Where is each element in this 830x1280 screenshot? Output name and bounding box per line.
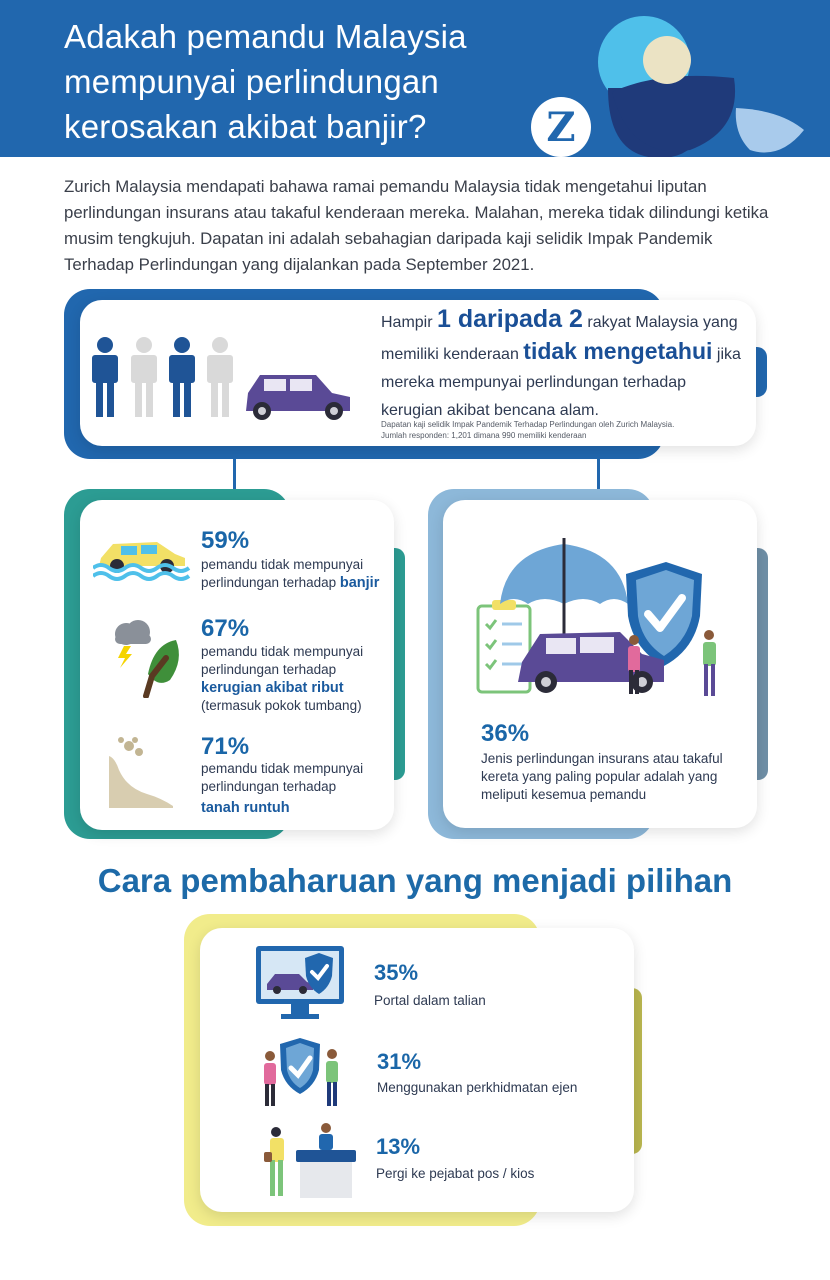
agent-service-icon [260,1036,344,1108]
connector-left [233,458,236,490]
storm-tree-icon [108,618,186,698]
connector-right [597,458,600,490]
survey-footnote: Dapatan kaji selidik Impak Pandemik Terhadap Perlindungan oleh Zurich Malaysia. Jumlah responden: 1,201 dimana 990 memiliki kenderaan [381,420,675,440]
online-portal-icon [255,944,347,1022]
stat-landslide-text: pemandu tidak mempunyai perlindungan terhadap tanah runtuh [201,761,364,816]
stat-landslide-percent: 71% [201,733,250,760]
renewal-postoffice-percent: 13% [376,1134,421,1159]
intro-paragraph: Zurich Malaysia mendapati bahawa ramai pemandu Malaysia tidak mengetahui liputan perlindungan insurans atau takaful kenderaan mereka. Malahan, mereka tidak dilindungi ketika musim tengkujuh. Dapatan ini adalah sebahagian daripada kaji selidik Impak Pandemik Terhadap Perlindungan yang dijalankan pada September 2021. [64,177,769,274]
renewal-postoffice-label: Pergi ke pejabat pos / kios [376,1166,535,1181]
page-title: Adakah pemandu Malaysia mempunyai perlindungan kerosakan akibat banjir? [64,18,467,145]
renewal-online-label: Portal dalam talian [374,993,486,1008]
stat-storm-text: pemandu tidak mempunyai perlindungan terhadap kerugian akibat ribut (termasuk pokok tumbang) [201,644,364,713]
popular-percent: 36% [481,720,530,747]
stat-storm-percent: 67% [201,615,250,642]
renewal-agent-label: Menggunakan perkhidmatan ejen [377,1080,578,1095]
svg-text:Z: Z [546,104,576,151]
hero-highlight-ratio: 1 daripada 2 [437,305,583,333]
coverage-illustration [474,532,726,700]
renewal-agent-percent: 31% [377,1049,422,1074]
hero-statement: Hampir 1 daripada 2 rakyat Malaysia yang memiliki kenderaan tidak mengetahui jika mereka mempunyai perlindungan terhadap kerugian akibat bencana alam. [381,305,741,419]
stat-flood-percent: 59% [201,527,250,554]
popular-text: Jenis perlindungan insurans atau takaful kereta yang paling popular adalah yang meliputi kesemua pemandu [481,751,723,802]
landslide-icon [107,736,175,808]
header-banner [0,0,830,157]
renewal-online-percent: 35% [374,960,419,985]
flood-car-icon [93,530,191,582]
post-office-kiosk-icon [262,1120,358,1200]
zurich-logo-art [530,0,830,157]
hero-highlight-unaware: tidak mengetahui [523,338,713,364]
stat-flood-text: pemandu tidak mempunyai perlindungan terhadap banjir [201,557,380,591]
renewal-section-title: Cara pembaharuan yang menjadi pilihan [97,862,733,899]
people-and-car-illustration [88,335,358,420]
